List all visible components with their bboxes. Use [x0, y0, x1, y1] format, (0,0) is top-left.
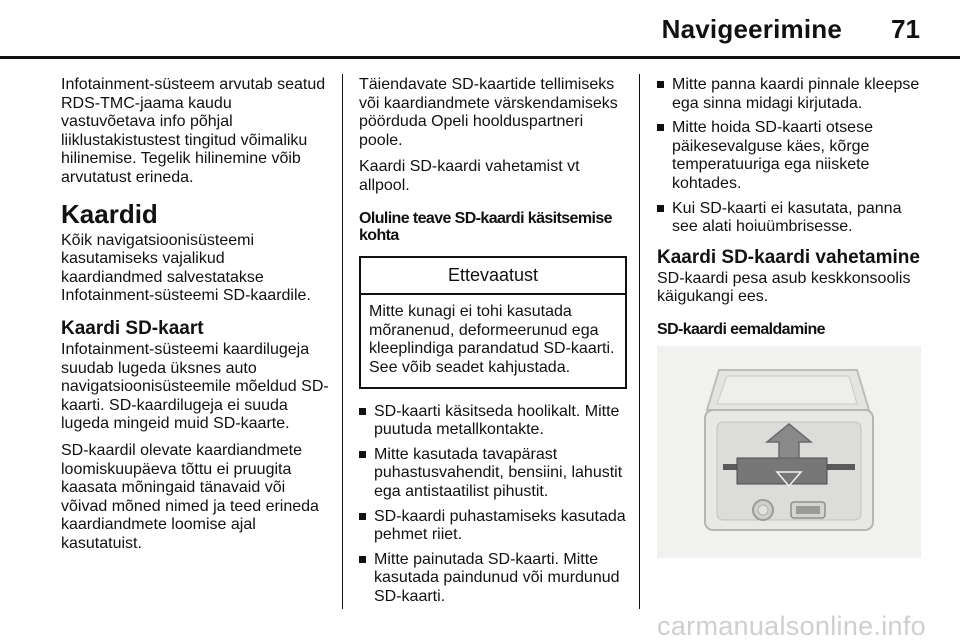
column-divider-1 [342, 74, 343, 609]
section-title: Navigeerimine [661, 14, 842, 44]
list-item-text: Mitte painutada SD-kaarti. Mitte kasutada paindunud või murdunud SD-kaarti. [374, 550, 620, 605]
bullet-square-icon [657, 124, 664, 131]
sd-card-paragraph-2: SD-kaardil olevate kaardiandmete loomiskuupäeva tõttu ei pruugita kaasata mõningaid tänavaid või võivad mõned nimed ja teed erineda kaardiandmete loomise ajal kasutatuist. [61, 441, 319, 552]
list-item-text: Mitte hoida SD-kaarti otsese päikesevalguse käes, kõrge temperatuuriga ega niiskete kohtades. [672, 119, 873, 192]
column-2 [359, 76, 627, 612]
handling-bullet-list [359, 403, 627, 607]
page-header [0, 0, 960, 62]
header-divider [0, 56, 960, 59]
caution-title: Ettevaatust [361, 258, 625, 296]
caution-text: Mitte kunagi ei tohi kasutada mõranenud, deformeerunud ega kleeplindiga parandatud SD-kaarti. See võib seadet kahjustada. [369, 303, 615, 376]
handling-bullet-list-continued [657, 76, 927, 237]
sd-card-paragraph-1: Infotainment-süsteemi kaardilugeja suudab lugeda üksnes auto navigatsioonisüsteemile mõeldud SD-kaarti. SD-kaardilugeja ei suuda lugeda mingeid muid SD-kaarte. [61, 340, 329, 433]
list-item [359, 508, 627, 545]
bullet-square-icon [359, 513, 366, 520]
list-item [657, 200, 927, 237]
maps-paragraph: Kõik navigatsioonisüsteemi kasutamiseks vajalikud kaardiandmed salvestatakse Infotainment-süsteemi SD-kaardile. [61, 231, 311, 305]
list-item [657, 119, 927, 193]
page-number: 71 [891, 14, 920, 44]
column-3 [657, 76, 927, 558]
lid-inner-shape [717, 376, 857, 404]
removal-heading: SD-kaardi eemaldamine [657, 320, 825, 338]
heading-sd-card: Kaardi SD-kaart [61, 317, 204, 339]
heading-maps: Kaardid [61, 198, 158, 229]
bullet-square-icon [359, 556, 366, 563]
bullet-square-icon [359, 451, 366, 458]
intro-paragraph: Infotainment-süsteem arvutab seatud RDS-TMC-jaama kaudu vastuvõetava info põhjal liiklustakistustest tingitud võimaliku hilinemise. Tegelik hilinemine võib arvutatust erineda. [61, 76, 326, 186]
replace-paragraph: SD-kaardi pesa asub keskkonsoolis käigukangi ees. [657, 269, 911, 306]
bullet-square-icon [359, 408, 366, 415]
sd-slot-drawing [657, 346, 921, 558]
sd-card-removal-illustration [657, 346, 921, 558]
sd-card-shape [737, 458, 827, 484]
list-item-text: Mitte panna kaardi pinnale kleepse ega sinna midagi kirjutada. [672, 76, 920, 112]
list-item-text: Kui SD-kaarti ei kasutata, panna see alati hoiuümbrisesse. [672, 199, 902, 236]
list-item-text: Mitte kasutada tavapärast puhastusvahendit, bensiini, lahustit ega antistaatilist pihustit. [374, 445, 623, 500]
heading-replace-sd-card: Kaardi SD-kaardi vahetamine [657, 246, 920, 268]
list-item [359, 403, 627, 440]
caution-box [359, 256, 627, 389]
list-item [657, 76, 927, 113]
list-item-text: SD-kaardi puhastamiseks kasutada pehmet riiet. [374, 507, 626, 544]
handling-heading: Oluline teave SD-kaardi käsitsemise kohta [359, 209, 612, 244]
list-item-text: SD-kaarti käsitseda hoolikalt. Mitte puutuda metallkontakte. [374, 402, 620, 439]
column-divider-2 [639, 74, 640, 609]
bullet-square-icon [657, 205, 664, 212]
list-item [359, 551, 627, 607]
bullet-square-icon [657, 81, 664, 88]
list-item [359, 446, 627, 502]
see-below-paragraph: Kaardi SD-kaardi vahetamist vt allpool. [359, 158, 580, 194]
column-1 [61, 76, 329, 561]
watermark-text: carmanualsonline.info [657, 611, 926, 641]
order-paragraph: Täiendavate SD-kaartide tellimiseks või kaardiandmete värskendamiseks pöörduda Opeli hoolduspartneri poole. [359, 76, 618, 149]
